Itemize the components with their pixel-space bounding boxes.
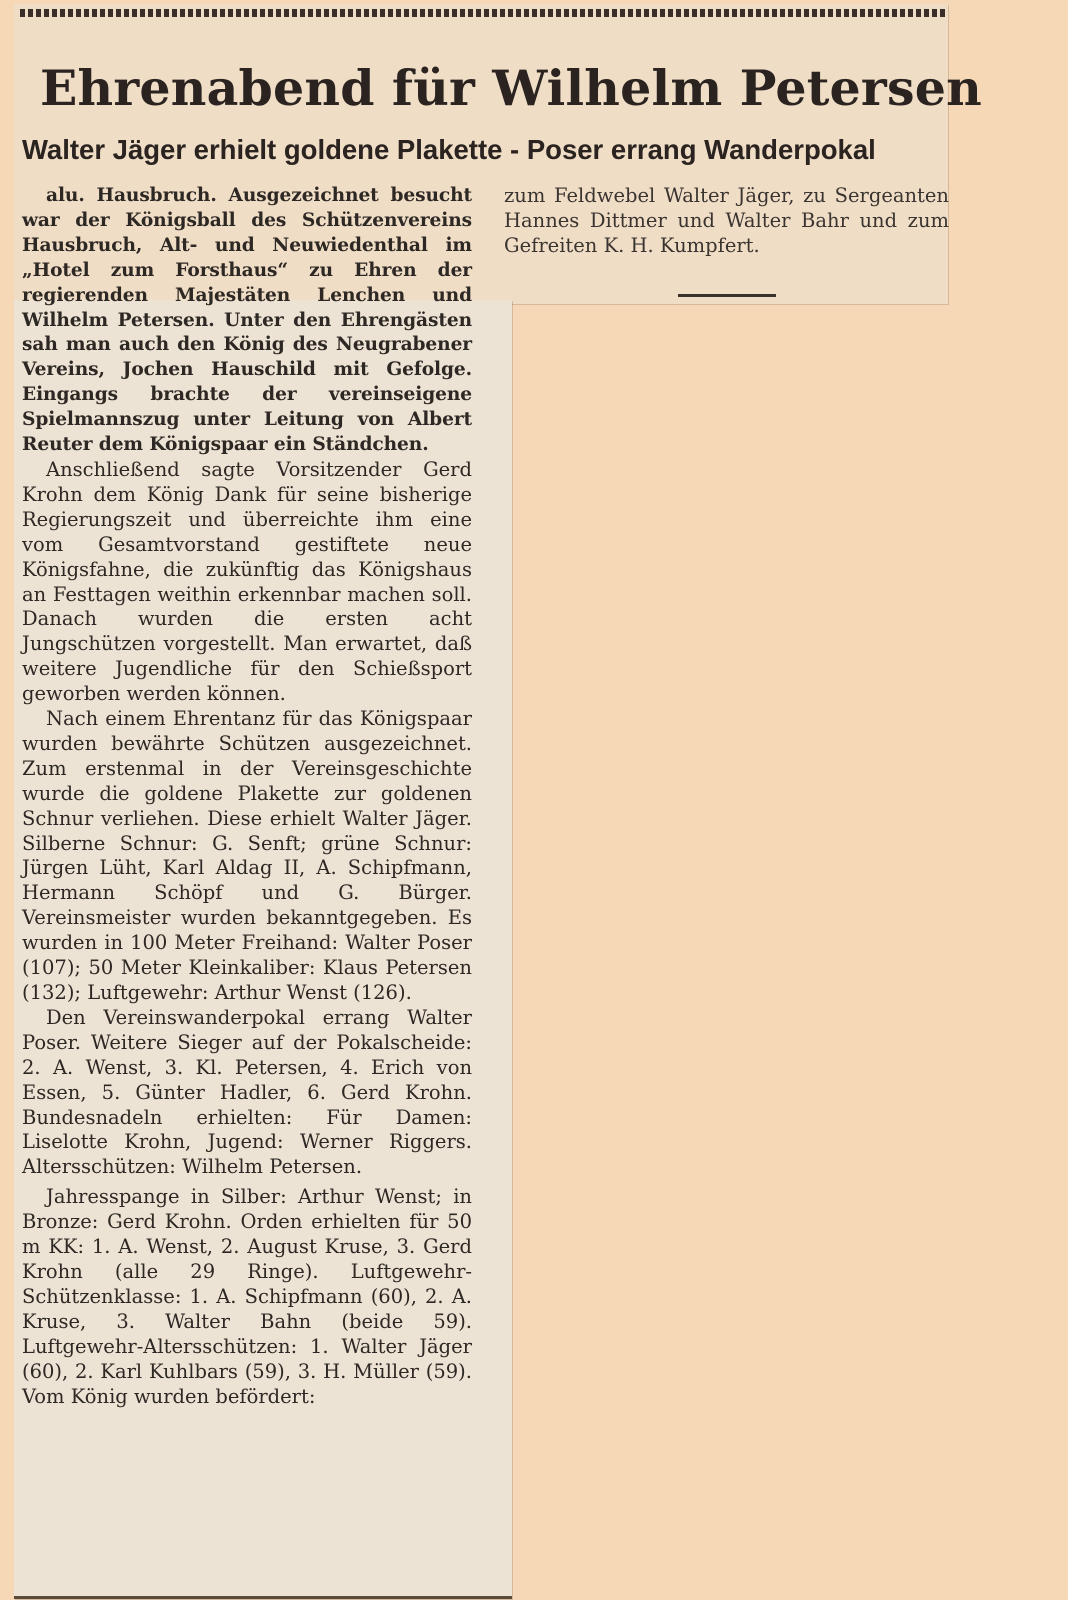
article-subheadline: Walter Jäger erhielt goldene Plakette - Poser errang Wanderpokal bbox=[22, 134, 876, 165]
dotted-top-rule bbox=[20, 9, 946, 17]
article-paragraph: Jahresspange in Silber: Arthur Wenst; in Bronze: Gerd Krohn. Orden erhielten für 50 m KK: 1. A. Wenst, 2. August Kruse, 3. Gerd Krohn (alle 29 Ringe). Luftgewehr-Schützenklasse: 1. A. Schipfmann (60), 2. A. Kruse, 3. Walter Bahn (beide 59). Luftgewehr-Altersschützen: 1. Walter Jäger (60), 2. Karl Kuhlbars (59), 3. H. Müller (59). Vom König wurden befördert: bbox=[22, 1185, 472, 1408]
article-paragraph-intro: alu. Hausbruch. Ausgezeichnet besucht war der Königsball des Schützenvereins Hausbruch, Alt- und Neuwiedenthal im „Hotel zum Forsthaus“ zu Ehren der regierenden Majestäten Lenchen und Wilhelm Petersen. Unter den Ehrengästen sah man auch den König des Neugrabener Vereins, Jochen Hauschild mit Gefolge. Eingangs brachte der vereinseigene Spielmannszug unter Leitung von Albert Reuter dem Königspaar ein Ständchen. bbox=[22, 185, 472, 456]
article-end-rule bbox=[678, 294, 776, 297]
article-paragraph: Anschließend sagte Vorsitzender Gerd Krohn dem König Dank für seine bisherige Regierungszeit und überreichte ihm eine vom Gesamtvorstand gestiftete neue Königsfahne, die zukünftig das Königshaus an Festtagen weithin erkennbar machen soll. Danach wurden die ersten acht Jungschützen vorgestellt. Man erwartet, daß weitere Jugendliche für den Schießsport geworben werden können. bbox=[22, 457, 472, 706]
article-paragraph: Nach einem Ehrentanz für das Königspaar wurden bewährte Schützen ausgezeichnet. Zum erstenmal in der Vereinsgeschichte wurde die goldene Plakette zur goldenen Schnur verliehen. Diese erhielt Walter Jäger. Silberne Schnur: G. Senft; grüne Schnur: Jürgen Lüht, Karl Aldag II, A. Schipfmann, Hermann Schöpf und G. Bürger. Vereinsmeister wurden bekanntgegeben. Es wurden in 100 Meter Freihand: Walter Poser (107); 50 Meter Kleinkaliber: Klaus Petersen (132); Luftgewehr: Arthur Wenst (126). bbox=[22, 707, 472, 1004]
article-column-left bbox=[22, 184, 472, 1409]
article-paragraph-continued: zum Feldwebel Walter Jäger, zu Sergeanten Hannes Dittmer und Walter Bahr und zum Gefreiten K. H. Kumpfert. bbox=[504, 184, 949, 257]
article-column-right bbox=[504, 184, 949, 259]
article-paragraph: Den Vereinswanderpokal errang Walter Poser. Weitere Sieger auf der Pokalscheide: 2. A. Wenst, 3. Kl. Petersen, 4. Erich von Essen, 5. Günter Hadler, 6. Gerd Krohn. Bundesnadeln erhielten: Für Damen: Liselotte Krohn, Jugend: Werner Riggers. Altersschützen: Wilhelm Petersen. bbox=[22, 1005, 472, 1179]
article-headline: Ehrenabend für Wilhelm Petersen bbox=[40, 59, 982, 117]
